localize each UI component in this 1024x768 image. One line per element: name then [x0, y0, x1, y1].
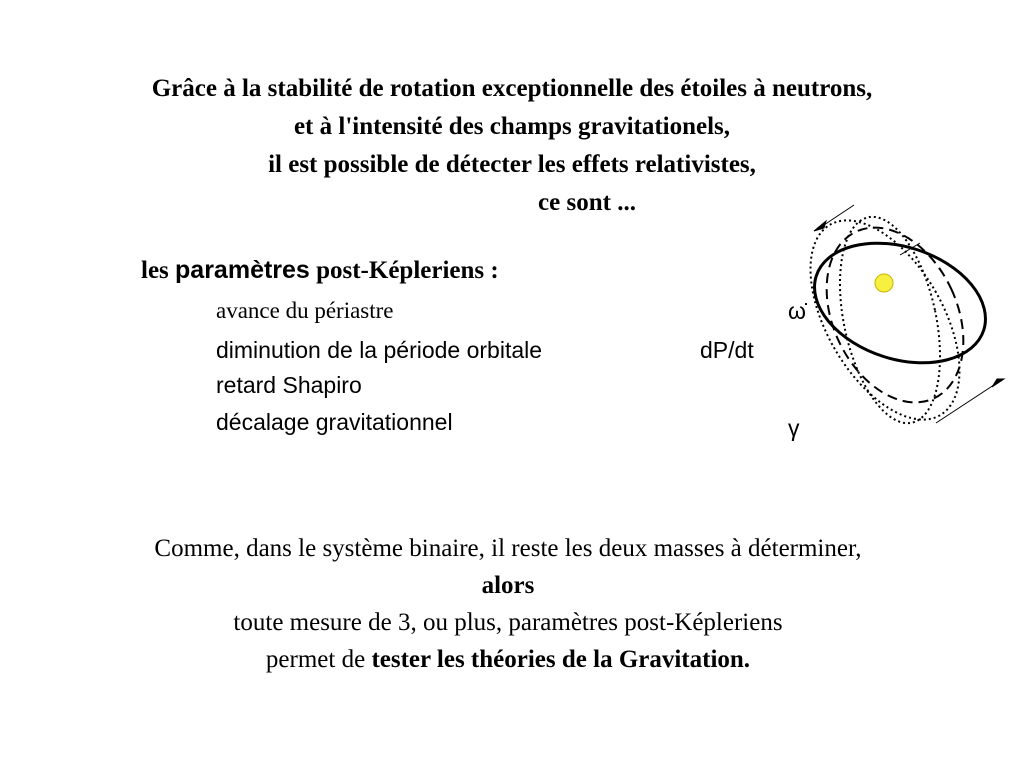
conclusion-text: [0, 530, 1016, 678]
orbit-ellipse-icon: [790, 196, 1001, 440]
intro-line-2: et à l'intensité des champs gravitationels,: [293, 113, 731, 140]
param-periastre: avance du périastre: [216, 298, 394, 323]
params-heading-keyword: paramètres: [175, 256, 310, 284]
conclusion-line-2: [0, 567, 1016, 604]
param-periode: diminution de la période orbitale: [216, 337, 543, 363]
conclusion-line-4: [0, 641, 1016, 678]
params-heading-prefix: les: [141, 257, 169, 284]
symbol-omega-dot: ω̇: [788, 298, 806, 324]
double-arrow-icon: [936, 379, 1004, 423]
param-shapiro: retard Shapiro: [216, 372, 362, 398]
star-icon: [875, 274, 893, 292]
conclusion-alors: alors: [481, 572, 535, 599]
symbol-dpdt: dP/dt: [700, 337, 754, 363]
intro-line-1: Grâce à la stabilité de rotation exceptionnelle des étoiles à neutrons,: [151, 75, 873, 102]
param-decalage: décalage gravitationnel: [216, 409, 453, 435]
params-heading: [141, 256, 499, 285]
conclusion-line-3: toute mesure de 3, ou plus, paramètres post-Képleriens: [233, 609, 783, 636]
symbol-gamma: γ: [788, 415, 800, 441]
conclusion-line-1: Comme, dans le système binaire, il reste les deux masses à déterminer,: [154, 535, 862, 562]
conclusion-line-4-prefix: permet de: [265, 646, 366, 673]
intro-line-3: il est possible de détecter les effets relativistes,: [268, 151, 756, 178]
params-heading-suffix: post-Képleriens :: [316, 257, 499, 284]
conclusion-line-4-bold: tester les théories de la Gravitation.: [371, 646, 751, 673]
intro-line-4: ce sont ...: [538, 189, 636, 216]
orbit-diagram: [790, 195, 1010, 440]
